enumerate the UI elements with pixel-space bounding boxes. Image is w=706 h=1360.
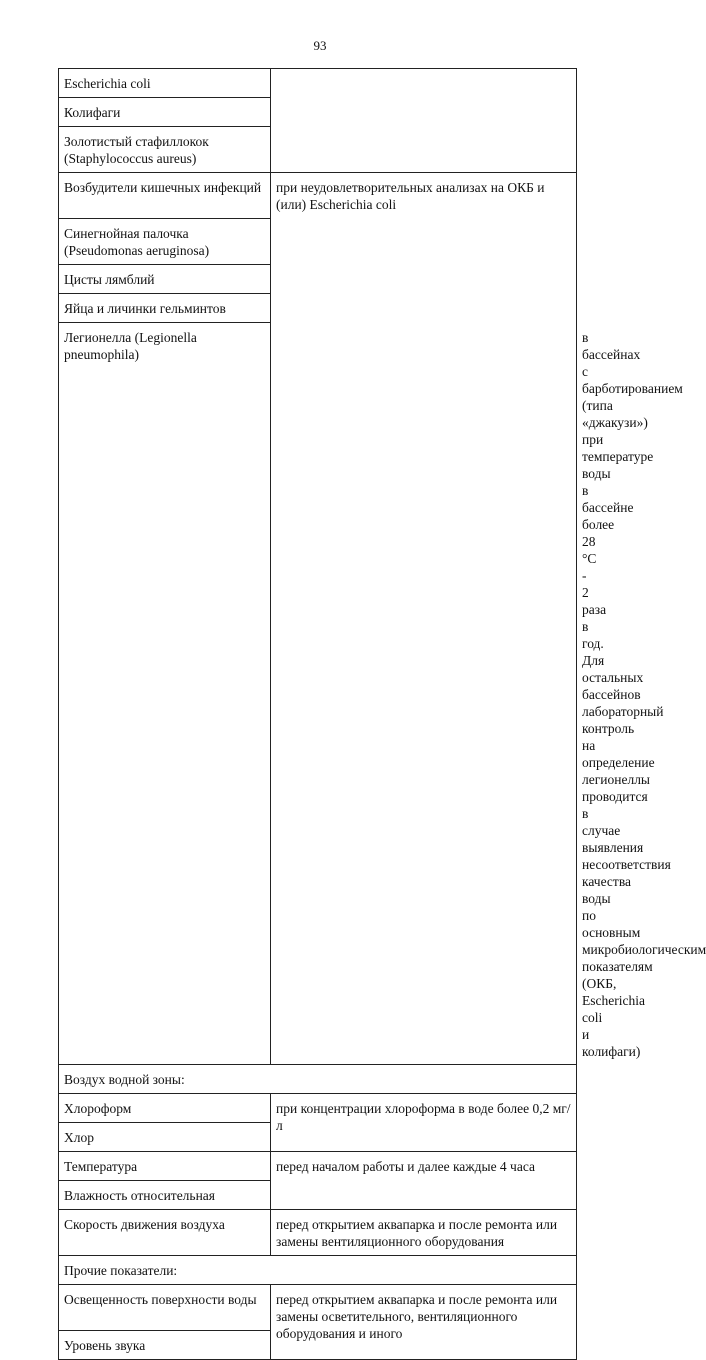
cell-chloroform-note: при концентрации хлороформа в воде более 0,2 мг/л [271,1094,577,1152]
cell-pathogens-note: при неудовлетворительных анализах на ОКБ и (или) Escherichia coli [271,173,577,1065]
cell-staph: Золотистый стафиллокок (Staphylococcus aureus) [59,127,271,173]
section-other: Прочие показатели: [59,1256,577,1285]
page-number: 93 [313,38,327,53]
cell-pseudomonas: Синегнойная палочка (Pseudomonas aeruginosa) [59,219,271,265]
cell-empty [271,69,577,173]
cell-coliphages: Колифаги [59,98,271,127]
section-air: Воздух водной зоны: [59,1065,577,1094]
cell-temperature: Температура [59,1152,271,1181]
cell-pathogens: Возбудители кишечных инфекций [59,173,271,219]
cell-chlorine: Хлор [59,1123,271,1152]
cell-lamblia: Цисты лямблий [59,265,271,294]
cell-humidity: Влажность относительная [59,1181,271,1210]
cell-air-speed: Скорость движения воздуха [59,1210,271,1256]
cell-legionella: Легионелла (Legionella pneumophila) [59,323,271,1065]
cell-illumination-note: перед открытием аквапарка и после ремонта или замены осветительного, вентиляционного оборудования и иного [271,1285,577,1360]
cell-noise: Уровень звука [59,1331,271,1360]
cell-helminths: Яйца и личинки гельминтов [59,294,271,323]
cell-air-speed-note: перед открытием аквапарка и после ремонта или замены вентиляционного оборудования [271,1210,577,1256]
cell-illumination: Освещенность поверхности воды [59,1285,271,1331]
control-table: Escherichia coli Колифаги Золотистый стафиллокок (Staphylococcus aureus) Возбудители кишечных инфекций при неудовлетворительных анализах на ОКБ и (или) Escherichia coli Синегнойная палочка (Pseudomonas aeruginosa) Цисты лямблий Яйца и личинки гельминтов Легионелла (Legionella pneumophila) в бассейнах с барботированием (типа «джакузи») при температуре воды в бассейне более 28 °С - 2 раза в год. Для остальных бассейнов лабораторный контроль на определение легионеллы проводится в случае выявления несоответствия качества воды по основным микробиологическим показателям (ОКБ, Escherichia coli и колифаги) Воздух водной зоны: Хлороформ при концентрации хлороформа в воде более 0,2 мг/л Хлор Температура перед началом работы и далее каждые 4 часа Влажность относительная Скорость движения воздуха перед открытием аквапарка и после ремонта или замены вентиляционного оборудования Прочие показатели: Освещенность поверхности воды перед открытием аквапарка и после ремонта или замены осветительного, вентиляционного оборудования и иного Уровень звука [58,68,577,1360]
cell-ecoli: Escherichia coli [59,69,271,98]
cell-temperature-note: перед началом работы и далее каждые 4 часа [271,1152,577,1210]
cell-chloroform: Хлороформ [59,1094,271,1123]
